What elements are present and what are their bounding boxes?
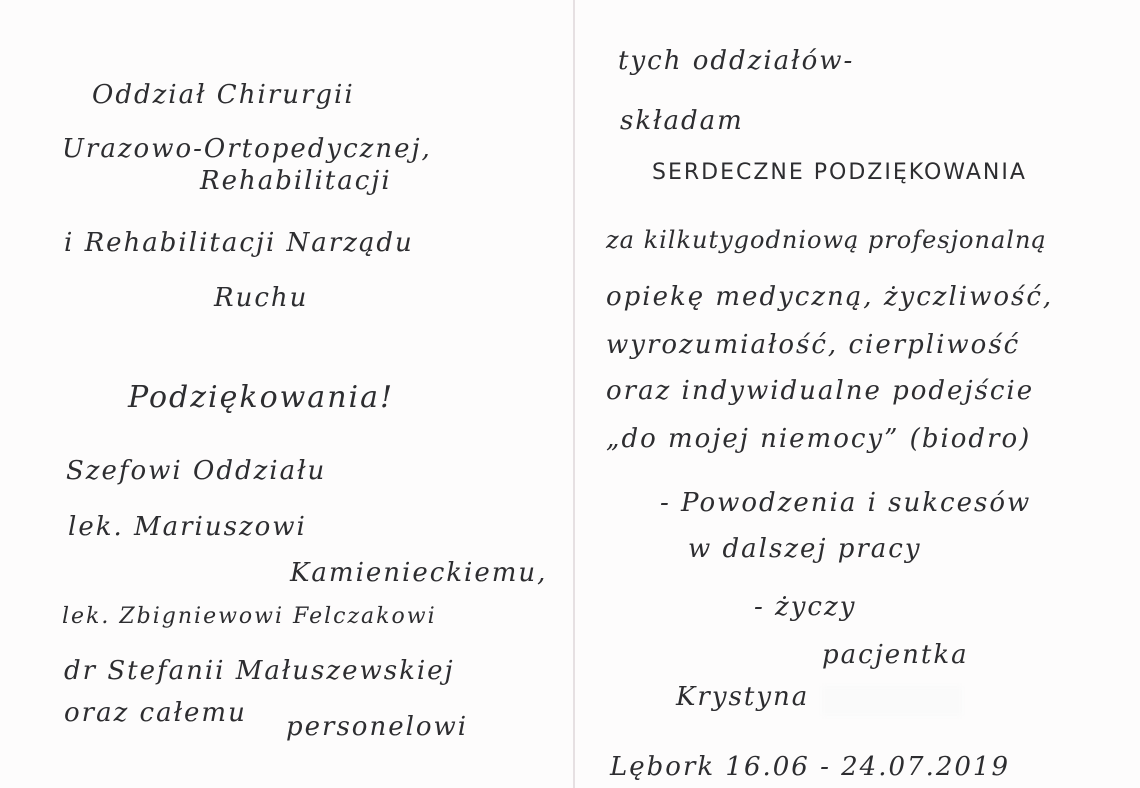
- signature-name: Krystyna: [676, 682, 810, 712]
- message-line-7: „do mojej niemocy” (biodro): [606, 424, 1032, 454]
- addressee-line-6: oraz całemu: [64, 698, 247, 728]
- place-and-dates: Lębork 16.06 - 24.07.2019: [610, 752, 1011, 782]
- ward-name-line-5: Ruchu: [214, 283, 309, 313]
- addressee-line-2: lek. Mariuszowi: [68, 512, 307, 542]
- wishes-line-2: w dalszej pracy: [688, 534, 922, 564]
- redacted-surname: [822, 686, 962, 716]
- ward-name-line-3: Rehabilitacji: [200, 166, 392, 196]
- message-line-6: oraz indywidualne podejście: [606, 376, 1035, 406]
- ward-name-line-4: i Rehabilitacji Narządu: [64, 228, 414, 258]
- addressee-line-3: Kamienieckiemu,: [290, 558, 548, 588]
- ward-name-line-2: Urazowo-Ortopedycznej,: [62, 134, 432, 164]
- message-line-4: opiekę medyczną, życzliwość,: [606, 282, 1054, 312]
- addressee-line-7: personelowi: [286, 712, 469, 742]
- addressee-line-5: dr Stefanii Małuszewskiej: [64, 656, 455, 686]
- addressee-line-1: Szefowi Oddziału: [66, 456, 327, 486]
- thanks-heading: Podziękowania!: [128, 380, 395, 415]
- message-line-3: za kilkutygodniową profesjonalną: [606, 226, 1047, 254]
- message-heading: SERDECZNE PODZIĘKOWANIA: [652, 160, 1027, 185]
- message-line-1: tych oddziałów-: [618, 46, 855, 76]
- ward-name-line-1: Oddział Chirurgii: [92, 80, 355, 110]
- message-line-5: wyrozumiałość, cierpliwość: [606, 330, 1021, 360]
- addressee-line-4: lek. Zbigniewowi Felczakowi: [62, 604, 437, 629]
- signature-line-1: - życzy: [754, 592, 857, 622]
- signature-line-2: pacjentka: [822, 640, 969, 670]
- message-line-2: składam: [620, 106, 744, 136]
- wishes-line-1: - Powodzenia i sukcesów: [660, 488, 1032, 518]
